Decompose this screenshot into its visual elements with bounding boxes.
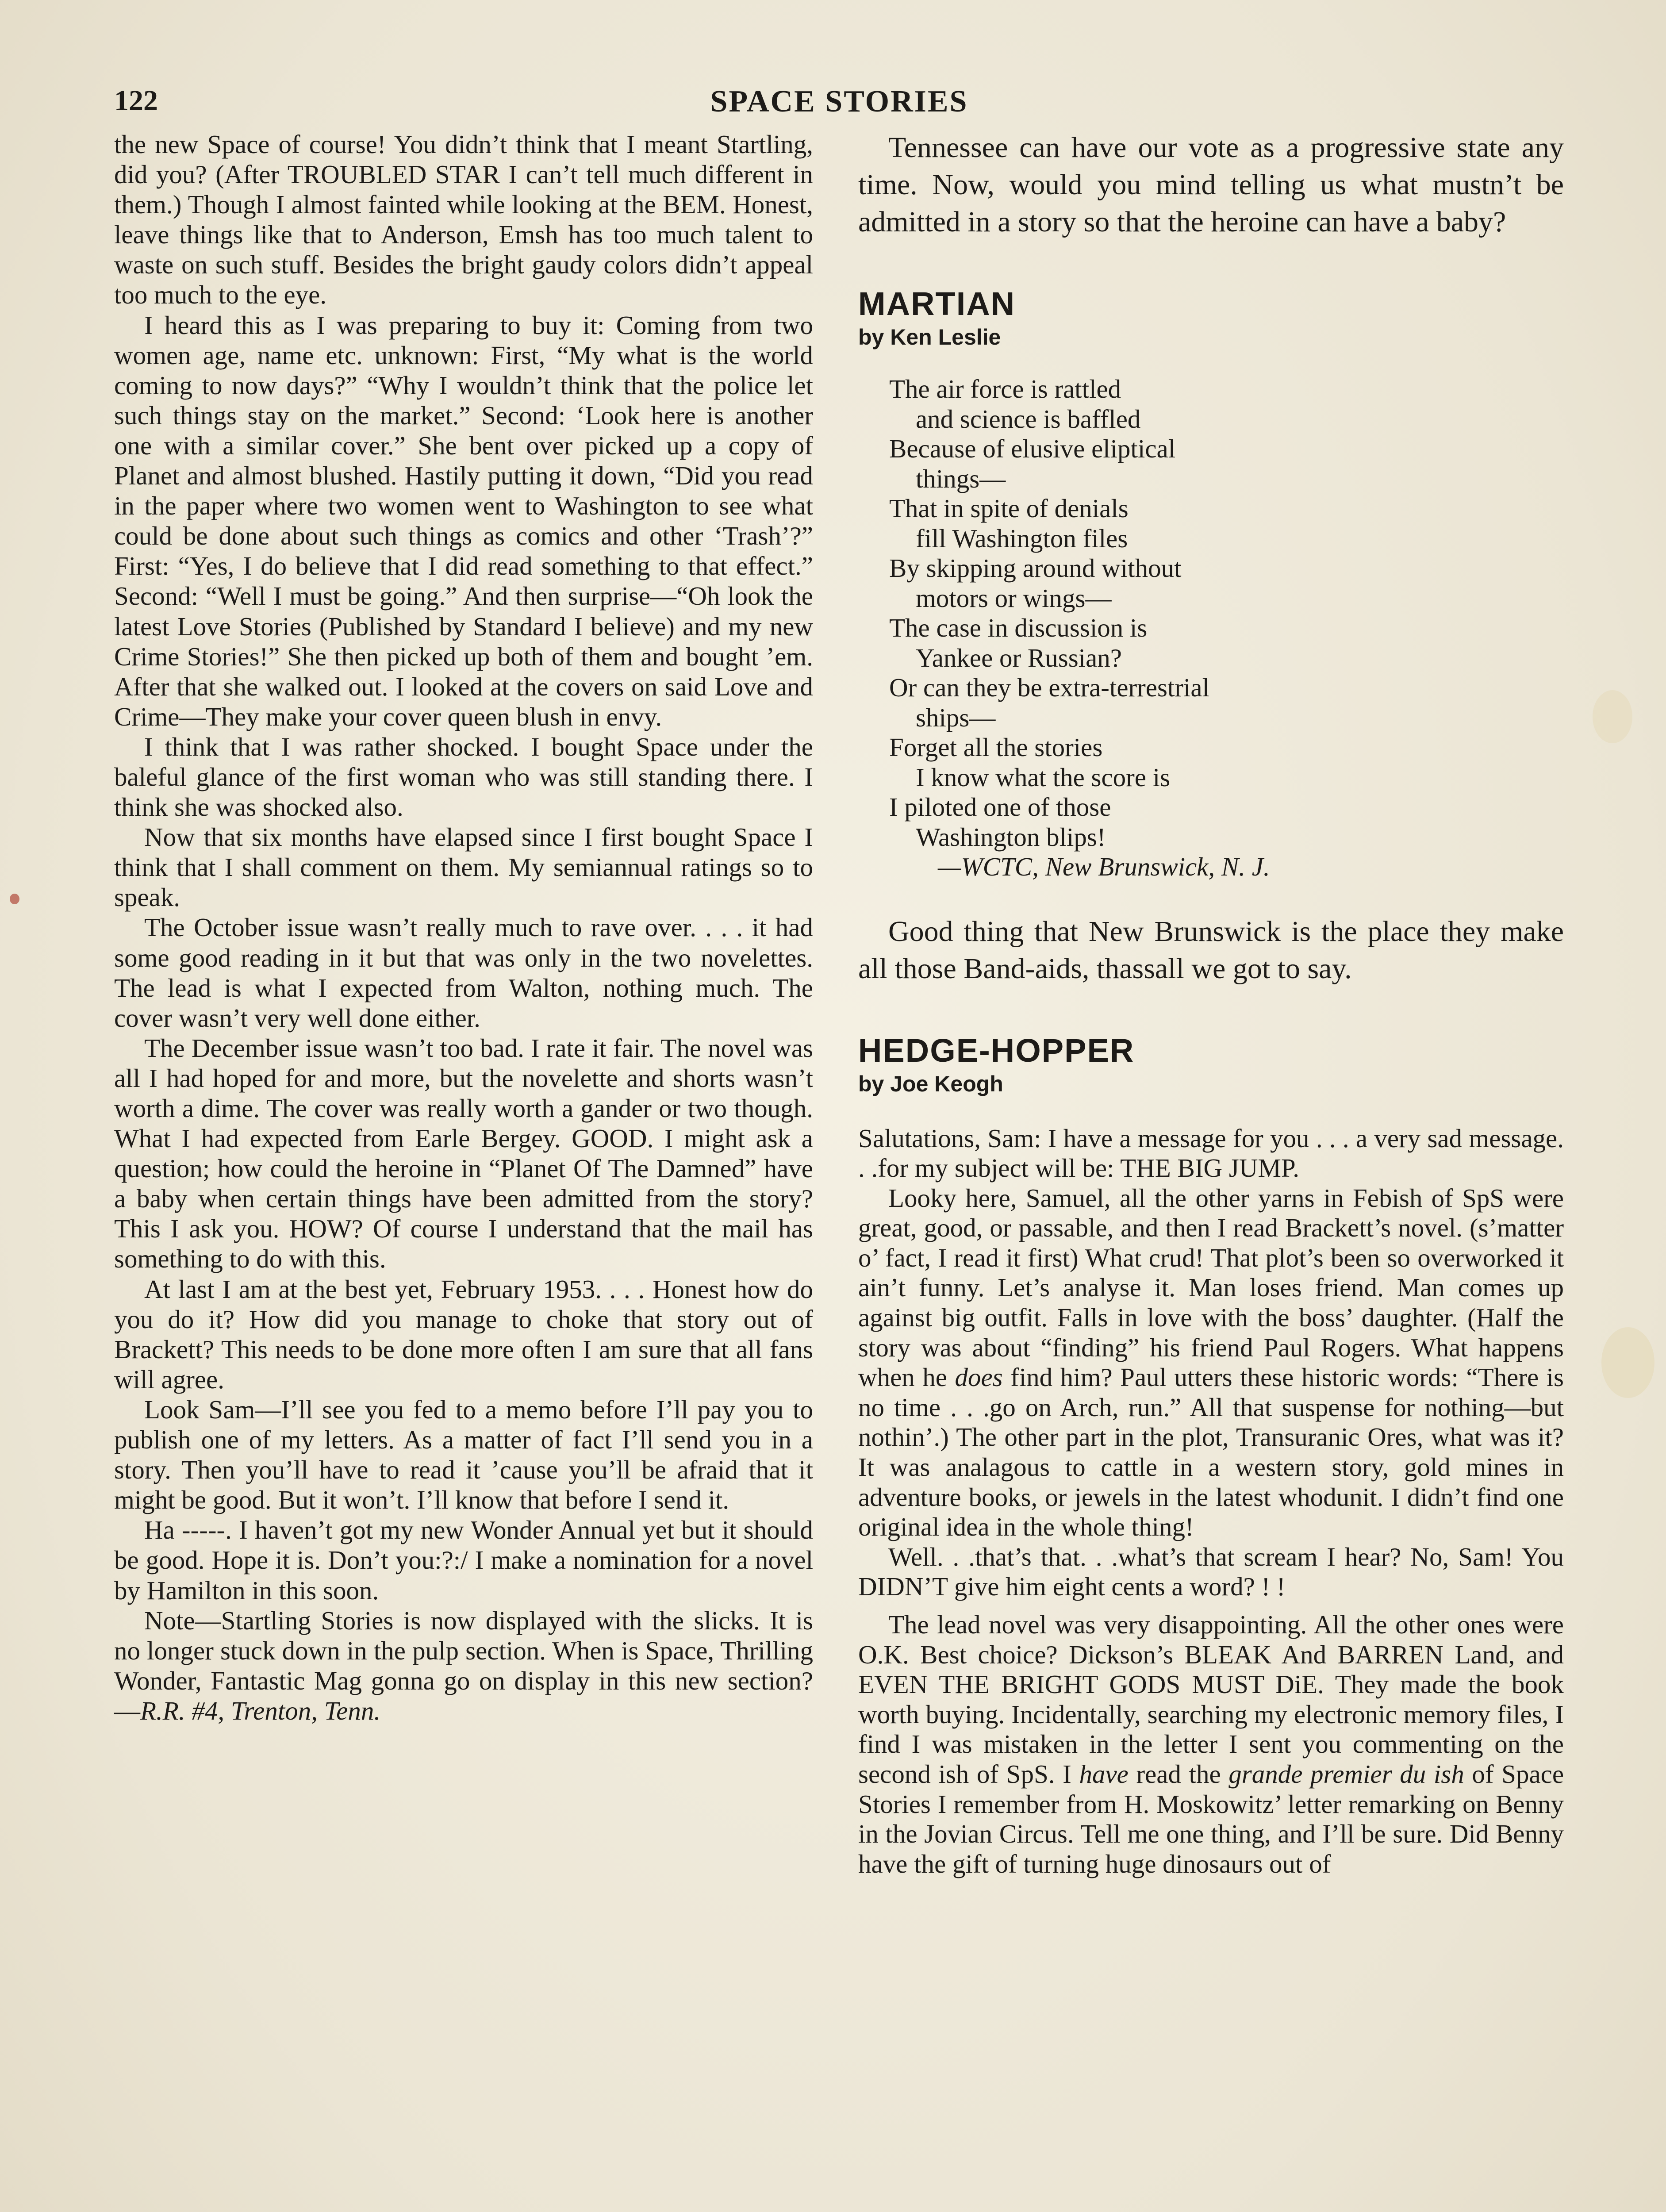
letter-paragraph: I heard this as I was preparing to buy it: Coming from two women age, name etc. unknown: First, “My what is the world coming to now days?” “Why I wouldn’t think that the police let such things stay on the market.” Second: ‘Look here is another one with a similar cover.” She bent over picked up a copy of Planet and almost blushed. Hastily putting it down, “Did you read in the paper where two women went to Washington to see what could be done about such things as comics and other ‘Trash’?” First: “Yes, I do believe that I did read something to that effect.” Second: “Well I must be going.” And then surprise—“Oh look the latest Love Stories (Published by Standard I believe) and my new Crime Stories!” She then picked up both of them and bought ’em. After that she walked out. I looked at the covers on said Love and Crime—They make your cover queen blush in envy. bbox=[114, 310, 813, 731]
poem-line: I piloted one of those bbox=[889, 792, 1111, 822]
editor-reply bbox=[858, 913, 1564, 987]
paper-stain bbox=[1593, 690, 1632, 743]
letter-text: Looky here, Samuel, all the other yarns in Febish of SpS were great, good, or passable, and then I read Brackett’s novel. (s’matter o’ fact, I read it first) What crud! That plot’s been so overworked it ain’t funny. Let’s analyse it. Man loses friend. Man comes up against big outfit. Falls in love with the boss’ daughter. (Half the story was about “finding” his friend Paul Rogers. What happens when he bbox=[858, 1183, 1564, 1392]
letter-body bbox=[858, 1124, 1564, 1879]
byline: by Joe Keogh bbox=[858, 1071, 1003, 1096]
letter-paragraph: the new Space of course! You didn’t think that I meant Startling, did you? (After TROUBLED STAR I can’t tell much different in them.) Though I almost fainted while looking at the BEM. Honest, leave things like that to Anderson, Emsh has too much talent to waste on such stuff. Besides the bright gaudy colors didn’t appeal too much to the eye. bbox=[114, 130, 813, 310]
letter-paragraph: The October issue wasn’t really much to rave over. . . . it had some good reading in it but that was only in the two novelettes. The lead is what I expected from Walton, nothing much. The cover wasn’t very well done either. bbox=[114, 913, 813, 1033]
poem-line: ships— bbox=[916, 703, 996, 732]
letter-paragraph: Salutations, Sam: I have a message for you . . . a very sad message. . .for my subject will be: THE BIG JUMP. bbox=[858, 1123, 1564, 1183]
paper-stain bbox=[1601, 1327, 1654, 1398]
page-header bbox=[114, 84, 1564, 124]
byline: by Ken Leslie bbox=[858, 325, 1001, 349]
letter-paragraph: Now that six months have elapsed since I first bought Space I think that I shall comment on them. My semiannual ratings so to speak. bbox=[114, 822, 813, 912]
poem-line: I know what the score is bbox=[916, 762, 1171, 792]
poem-line: That in spite of denials bbox=[889, 494, 1129, 523]
poem-line: Or can they be extra-terrestrial bbox=[889, 673, 1209, 702]
right-column bbox=[858, 129, 1564, 1879]
emphasis-text: grande premier du ish bbox=[1228, 1759, 1464, 1789]
letter-paragraph: At last I am at the best yet, February 1953. . . . Honest how do you do it? How did you manage to choke that story out of Brackett? This needs to be done more often I am sure that all fans will agree. bbox=[114, 1274, 813, 1394]
letter-paragraph: The December issue wasn’t too bad. I rate it fair. The novel was all I had hoped for and more, but the novelette and shorts wasn’t worth a dime. The cover was really worth a gander or two though. What I had expected from Earle Bergey. GOOD. I might ask a question; how could the heroine in “Planet Of The Damned” have a baby when certain things have been admitted from the story? This I ask you. HOW? Of course I understand that the mail has something to do with this. bbox=[114, 1033, 813, 1274]
letter-signature: R.R. #4, Trenton, Tenn. bbox=[140, 1696, 381, 1725]
magazine-title: SPACE STORIES bbox=[710, 84, 968, 119]
editor-reply-text: Tennessee can have our vote as a progressive state any time. Now, would you mind telling us what mustn’t be admitted in a story so that the heroine can have a baby? bbox=[858, 131, 1564, 238]
editor-reply-text: Good thing that New Brunswick is the place they make all those Band-aids, thassall we got to say. bbox=[858, 915, 1564, 985]
letter-paragraph: I think that I was rather shocked. I bought Space under the baleful glance of the first woman who was still standing there. I think she was shocked also. bbox=[114, 732, 813, 822]
letter-paragraph: Ha -----. I haven’t got my new Wonder Annual yet but it should be good. Hope it is. Don’t you:?:/ I make a nomination for a novel by Hamilton in this soon. bbox=[114, 1515, 813, 1605]
editor-reply bbox=[858, 129, 1564, 241]
letter-paragraph: Look Sam—I’ll see you fed to a memo before I’ll pay you to publish one of my letters. As a matter of fact I’ll send you in a story. Then you’ll have to read it ’cause you’ll be afraid that it might be good. But it won’t. I’ll know that before I send it. bbox=[114, 1394, 813, 1515]
poem-signature: —WCTC, New Brunswick, N. J. bbox=[938, 852, 1270, 881]
page-number: 122 bbox=[114, 84, 158, 117]
poem bbox=[889, 374, 1564, 882]
ink-stain bbox=[10, 894, 19, 904]
poem-line: Yankee or Russian? bbox=[916, 643, 1122, 672]
letter-paragraph bbox=[114, 1605, 813, 1726]
emphasis-text: does bbox=[955, 1363, 1003, 1392]
poem-line: The air force is rattled bbox=[889, 374, 1121, 403]
letter-text: Note—Startling Stories is now displayed with the slicks. It is no longer stuck down in the pulp section. When is Space, Thrilling Wonder, Fantastic Mag gonna go on display in this new section?— bbox=[114, 1605, 813, 1725]
poem-line: By skipping around without bbox=[889, 553, 1182, 583]
poem-line: and science is baffled bbox=[916, 404, 1141, 434]
letter-text: of Space Stories I remember from H. Moskowitz’ letter remarking on Benny in the Jovian Circus. Tell me one thing, and I’ll be sure. Did Benny have the gift of turning huge dinosaurs out of bbox=[858, 1759, 1564, 1878]
emphasis-text: have bbox=[1079, 1759, 1129, 1789]
poem-line: fill Washington files bbox=[916, 523, 1128, 553]
left-column bbox=[114, 129, 813, 1726]
section-title: HEDGE-HOPPER bbox=[858, 1032, 1135, 1069]
letter-text: The lead novel was very disappointing. All the other ones were O.K. Best choice? Dickson’s BLEAK And BARREN Land, and EVEN THE BRIGHT GODS MUST DiE. They made the book worth buying. Incidentally, searching my electronic memory files, I find I was mistaken in the letter I sent you commenting on the second ish of SpS. I bbox=[858, 1610, 1564, 1789]
letter-text: find him? Paul utters these historic words: “There is no time . . .go on Arch, run.” All that suspense for nothing—but nothin’.) The other part in the plot, Transuranic Ores, what was it? It was analagous to cattle in a western story, gold mines in adventure books, or jewels in the latest whodunit. I didn’t find one original idea in the whole thing! bbox=[858, 1363, 1564, 1542]
letter-text: read the bbox=[1136, 1759, 1221, 1789]
letter-paragraph bbox=[858, 1610, 1564, 1879]
poem-line: Because of elusive eliptical bbox=[889, 434, 1176, 463]
poem-line: The case in discussion is bbox=[889, 613, 1148, 642]
letter-paragraph: Well. . .that’s that. . .what’s that scream I hear? No, Sam! You DIDN’T give him eight cents a word? ! ! bbox=[858, 1542, 1564, 1601]
poem-line: Washington blips! bbox=[916, 822, 1106, 852]
poem-line: things— bbox=[916, 464, 1006, 493]
letter-paragraph bbox=[858, 1183, 1564, 1542]
section-title: MARTIAN bbox=[858, 285, 1016, 322]
poem-line: Forget all the stories bbox=[889, 733, 1103, 762]
poem-line: motors or wings— bbox=[916, 583, 1112, 613]
